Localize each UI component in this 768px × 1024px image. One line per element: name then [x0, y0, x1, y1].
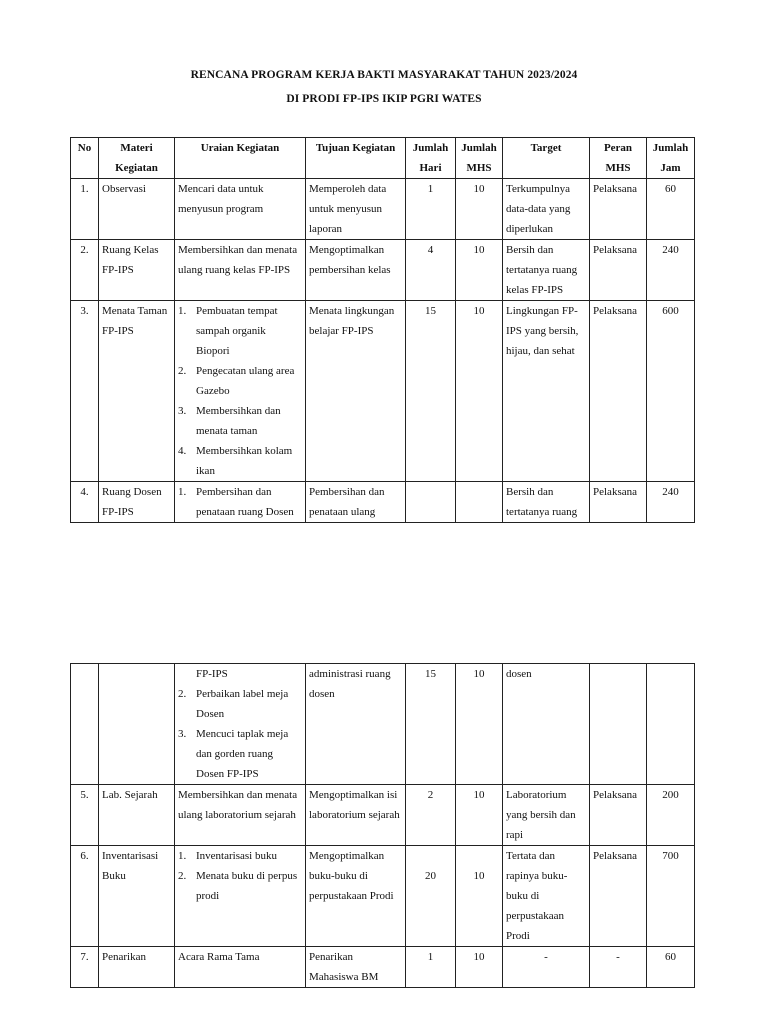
- cell-target: -: [503, 947, 590, 988]
- cell-uraian: [175, 846, 306, 947]
- cell-tujuan: administrasi ruang dosen: [306, 664, 406, 785]
- cell-hari: 15: [406, 664, 456, 785]
- cell-peran: Pelaksana: [590, 846, 647, 947]
- uraian-list: [178, 664, 302, 784]
- header-uraian: Uraian Kegiatan: [175, 138, 306, 179]
- cell-target: Bersih dan tertatanya ruang: [503, 482, 590, 523]
- table-row-continued: [71, 664, 695, 785]
- header-materi: Materi Kegiatan: [99, 138, 175, 179]
- cell-hari: [406, 482, 456, 523]
- header-peran: Peran MHS: [590, 138, 647, 179]
- cell-materi: Ruang Kelas FP-IPS: [99, 240, 175, 301]
- cell-peran: -: [590, 947, 647, 988]
- cell-mhs: 10: [456, 846, 503, 947]
- cell-jam: 700: [647, 846, 695, 947]
- cell-mhs: 10: [456, 785, 503, 846]
- cell-jam: [647, 664, 695, 785]
- cell-no: [71, 664, 99, 785]
- cell-tujuan: Mengoptimalkan isi laboratorium sejarah: [306, 785, 406, 846]
- list-item: 4. Membersihkan kolam ikan: [178, 445, 293, 477]
- cell-peran: Pelaksana: [590, 240, 647, 301]
- cell-jam: 60: [647, 947, 695, 988]
- cell-no: 4.: [71, 482, 99, 523]
- list-item: 2. Pengecatan ulang area Gazebo: [178, 365, 295, 397]
- header-tujuan: Tujuan Kegiatan: [306, 138, 406, 179]
- cell-target: Terkumpulnya data-data yang diperlukan: [503, 179, 590, 240]
- cell-target: Laboratorium yang bersih dan rapi: [503, 785, 590, 846]
- table-row: [71, 846, 695, 947]
- cell-materi: Observasi: [99, 179, 175, 240]
- cell-peran: Pelaksana: [590, 785, 647, 846]
- cell-tujuan: Mengoptimalkan pembersihan kelas: [306, 240, 406, 301]
- uraian-list: [178, 482, 302, 522]
- cell-target: Bersih dan tertatanya ruang kelas FP-IPS: [503, 240, 590, 301]
- program-table-page2: [70, 663, 695, 988]
- cell-peran: [590, 664, 647, 785]
- cell-peran: Pelaksana: [590, 179, 647, 240]
- cell-no: 6.: [71, 846, 99, 947]
- cell-hari: 1: [406, 947, 456, 988]
- table-row: [71, 179, 695, 240]
- uraian-list: [178, 846, 302, 906]
- list-item: 1. Pembuatan tempat sampah organik Biopori: [178, 305, 278, 357]
- table-row: [71, 240, 695, 301]
- cell-hari: 2: [406, 785, 456, 846]
- cell-mhs: 10: [456, 179, 503, 240]
- cell-mhs: 10: [456, 664, 503, 785]
- cell-materi: Ruang Dosen FP-IPS: [99, 482, 175, 523]
- cell-materi: Penarikan: [99, 947, 175, 988]
- list-item: 3. Mencuci taplak meja dan gorden ruang Dosen FP-IPS: [178, 728, 289, 780]
- list-item: 2. Menata buku di perpus prodi: [178, 870, 298, 902]
- cell-mhs: 10: [456, 947, 503, 988]
- cell-tujuan: Menata lingkungan belajar FP-IPS: [306, 301, 406, 482]
- header-no: No: [71, 138, 99, 179]
- list-item: 1. Inventarisasi buku: [178, 850, 277, 862]
- cell-target: Lingkungan FP-IPS yang bersih, hijau, dan sehat: [503, 301, 590, 482]
- list-item: 1. Pembersihan dan penataan ruang Dosen: [178, 486, 294, 518]
- cell-jam: 240: [647, 482, 695, 523]
- header-target: Target: [503, 138, 590, 179]
- cell-no: 3.: [71, 301, 99, 482]
- cell-hari: 15: [406, 301, 456, 482]
- header-row: [71, 138, 695, 179]
- cell-mhs: 10: [456, 240, 503, 301]
- cell-jam: 200: [647, 785, 695, 846]
- list-item: 2. Perbaikan label meja Dosen: [178, 688, 289, 720]
- cell-materi: Menata Taman FP-IPS: [99, 301, 175, 482]
- cell-peran: Pelaksana: [590, 301, 647, 482]
- table-row: [71, 301, 695, 482]
- table-row: [71, 785, 695, 846]
- cell-hari: 1: [406, 179, 456, 240]
- cell-materi: Inventarisasi Buku: [99, 846, 175, 947]
- header-mhs: Jumlah MHS: [456, 138, 503, 179]
- program-table-page1: [70, 137, 695, 523]
- cell-uraian: Mencari data untuk menyusun program: [175, 179, 306, 240]
- document-title: RENCANA PROGRAM KERJA BAKTI MASYARAKAT TAHUN 2023/2024: [190, 69, 578, 81]
- header-hari: Jumlah Hari: [406, 138, 456, 179]
- cell-target: Tertata dan rapinya buku-buku di perpustakaan Prodi: [503, 846, 590, 947]
- cell-mhs: [456, 482, 503, 523]
- cell-uraian: [175, 664, 306, 785]
- cell-target: dosen: [503, 664, 590, 785]
- cell-mhs: 10: [456, 301, 503, 482]
- cell-materi: [99, 664, 175, 785]
- cell-tujuan: Penarikan Mahasiswa BM: [306, 947, 406, 988]
- list-item: FP-IPS: [196, 668, 228, 680]
- list-item: 3. Membersihkan dan menata taman: [178, 405, 281, 437]
- cell-jam: 240: [647, 240, 695, 301]
- cell-peran: Pelaksana: [590, 482, 647, 523]
- cell-uraian: [175, 301, 306, 482]
- cell-uraian: Membersihkan dan menata ulang ruang kelas FP-IPS: [175, 240, 306, 301]
- cell-materi: Lab. Sejarah: [99, 785, 175, 846]
- cell-tujuan: Memperoleh data untuk menyusun laporan: [306, 179, 406, 240]
- cell-no: 7.: [71, 947, 99, 988]
- table-row: [71, 482, 695, 523]
- cell-jam: 600: [647, 301, 695, 482]
- header-jam: Jumlah Jam: [647, 138, 695, 179]
- cell-jam: 60: [647, 179, 695, 240]
- cell-no: 1.: [71, 179, 99, 240]
- cell-tujuan: Mengoptimalkan buku-buku di perpustakaan Prodi: [306, 846, 406, 947]
- cell-uraian: Acara Rama Tama: [175, 947, 306, 988]
- cell-uraian: Membersihkan dan menata ulang laboratorium sejarah: [175, 785, 306, 846]
- cell-hari: 20: [406, 846, 456, 947]
- uraian-list: [178, 301, 302, 481]
- cell-no: 5.: [71, 785, 99, 846]
- cell-uraian: [175, 482, 306, 523]
- cell-no: 2.: [71, 240, 99, 301]
- cell-hari: 4: [406, 240, 456, 301]
- cell-tujuan: Pembersihan dan penataan ulang: [306, 482, 406, 523]
- document-subtitle: DI PRODI FP-IPS IKIP PGRI WATES: [286, 93, 482, 105]
- table-row: [71, 947, 695, 988]
